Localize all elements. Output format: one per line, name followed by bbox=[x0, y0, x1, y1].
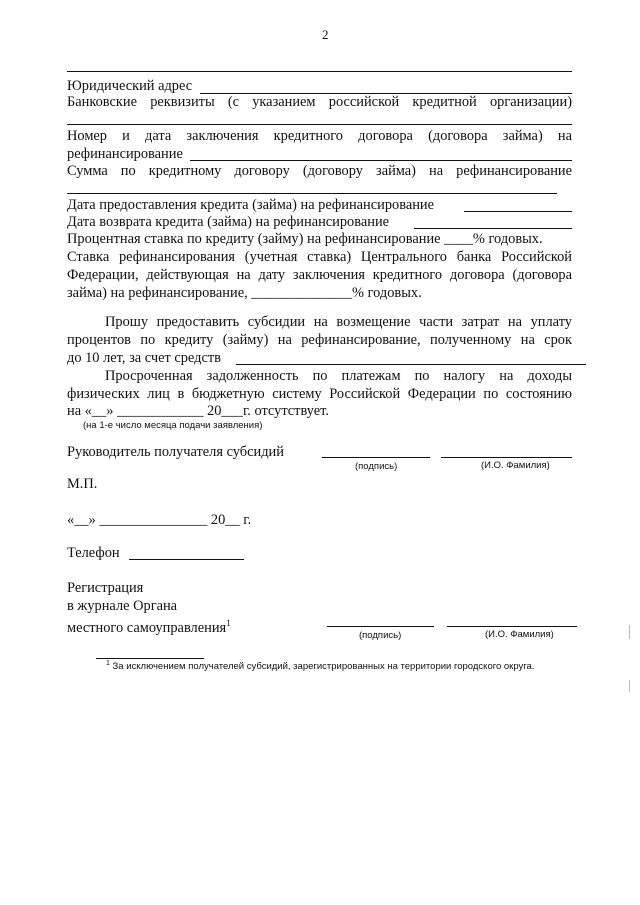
request-line-1: Прошу предоставить субсидии на возмещение части затрат на уплату bbox=[105, 314, 572, 330]
registration-name-field[interactable] bbox=[447, 626, 577, 627]
date-return-field[interactable] bbox=[414, 228, 572, 229]
refi-rate-line-1: Ставка рефинансирования (учетная ставка) Центрального банка Российской bbox=[67, 249, 572, 265]
sum-field[interactable] bbox=[67, 193, 557, 194]
phone-field[interactable] bbox=[129, 559, 244, 560]
footnote-mark-ref: 1 bbox=[226, 618, 231, 628]
footnote-mark: 1 bbox=[106, 660, 110, 667]
debt-line-3: на «__» ____________ 20___г. отсутствует. bbox=[67, 403, 329, 419]
seal-label: М.П. bbox=[67, 476, 98, 492]
debt-line-2: физических лиц в бюджетную систему Российской Федерации по состоянию bbox=[67, 386, 572, 402]
phone-label: Телефон bbox=[67, 545, 120, 561]
registration-name-caption: (И.О. Фамилия) bbox=[485, 629, 554, 640]
head-label: Руководитель получателя субсидий bbox=[67, 444, 284, 460]
sum-label: Сумма по кредитному договору (договору займа) на рефинансирование bbox=[67, 163, 572, 179]
date-return-label: Дата возврата кредита (займа) на рефинансирование bbox=[67, 214, 390, 230]
request-line-2: процентов по кредиту (займу) на рефинансирование, полученному на срок bbox=[67, 332, 572, 348]
funds-source-field[interactable] bbox=[236, 364, 586, 365]
date-issue-field[interactable] bbox=[464, 211, 572, 212]
head-signature-caption: (подпись) bbox=[355, 461, 398, 472]
top-blank-line bbox=[67, 71, 572, 72]
debt-line-1: Просроченная задолженность по платежам по налогу на доходы bbox=[105, 368, 572, 384]
registration-line-3 bbox=[67, 615, 231, 637]
registration-signature-field[interactable] bbox=[327, 626, 434, 627]
debt-date-note: (на 1-е число месяца подачи заявления) bbox=[83, 420, 263, 431]
scan-mark bbox=[629, 680, 630, 692]
bank-details-field[interactable] bbox=[67, 124, 572, 125]
footnote bbox=[106, 658, 534, 672]
refi-rate-line-2: Федерации, действующая на дату заключения кредитного договора (договора bbox=[67, 267, 572, 283]
legal-address-label: Юридический адрес bbox=[67, 78, 193, 94]
date-issue-label: Дата предоставления кредита (займа) на рефинансирование bbox=[67, 197, 435, 213]
registration-line-1: Регистрация bbox=[67, 580, 144, 596]
contract-line-1: Номер и дата заключения кредитного договора (договора займа) на bbox=[67, 128, 572, 144]
scan-mark bbox=[629, 625, 630, 639]
date-line: «__» _______________ 20__ г. bbox=[67, 512, 252, 528]
request-line-3: до 10 лет, за счет средств bbox=[67, 350, 221, 366]
registration-line-2: в журнале Органа bbox=[67, 598, 178, 614]
interest-rate-line: Процентная ставка по кредиту (займу) на рефинансирование ____% годовых. bbox=[67, 231, 543, 247]
registration-line-3-text: местного самоуправления bbox=[67, 619, 227, 636]
bank-details-label: Банковские реквизиты (с указанием российской кредитной организации) bbox=[67, 94, 572, 110]
head-name-field[interactable] bbox=[441, 457, 572, 458]
refi-rate-line-3: займа) на рефинансирование, ______________% годовых. bbox=[67, 285, 422, 301]
footnote-text: За исключением получателей субсидий, зарегистрированных на территории городского округа. bbox=[112, 661, 535, 673]
head-name-caption: (И.О. Фамилия) bbox=[481, 460, 550, 471]
registration-signature-caption: (подпись) bbox=[359, 630, 402, 641]
head-signature-field[interactable] bbox=[322, 457, 430, 458]
contract-field[interactable] bbox=[190, 160, 572, 161]
contract-line-2: рефинансирование bbox=[67, 146, 183, 162]
page-number: 2 bbox=[322, 27, 329, 42]
